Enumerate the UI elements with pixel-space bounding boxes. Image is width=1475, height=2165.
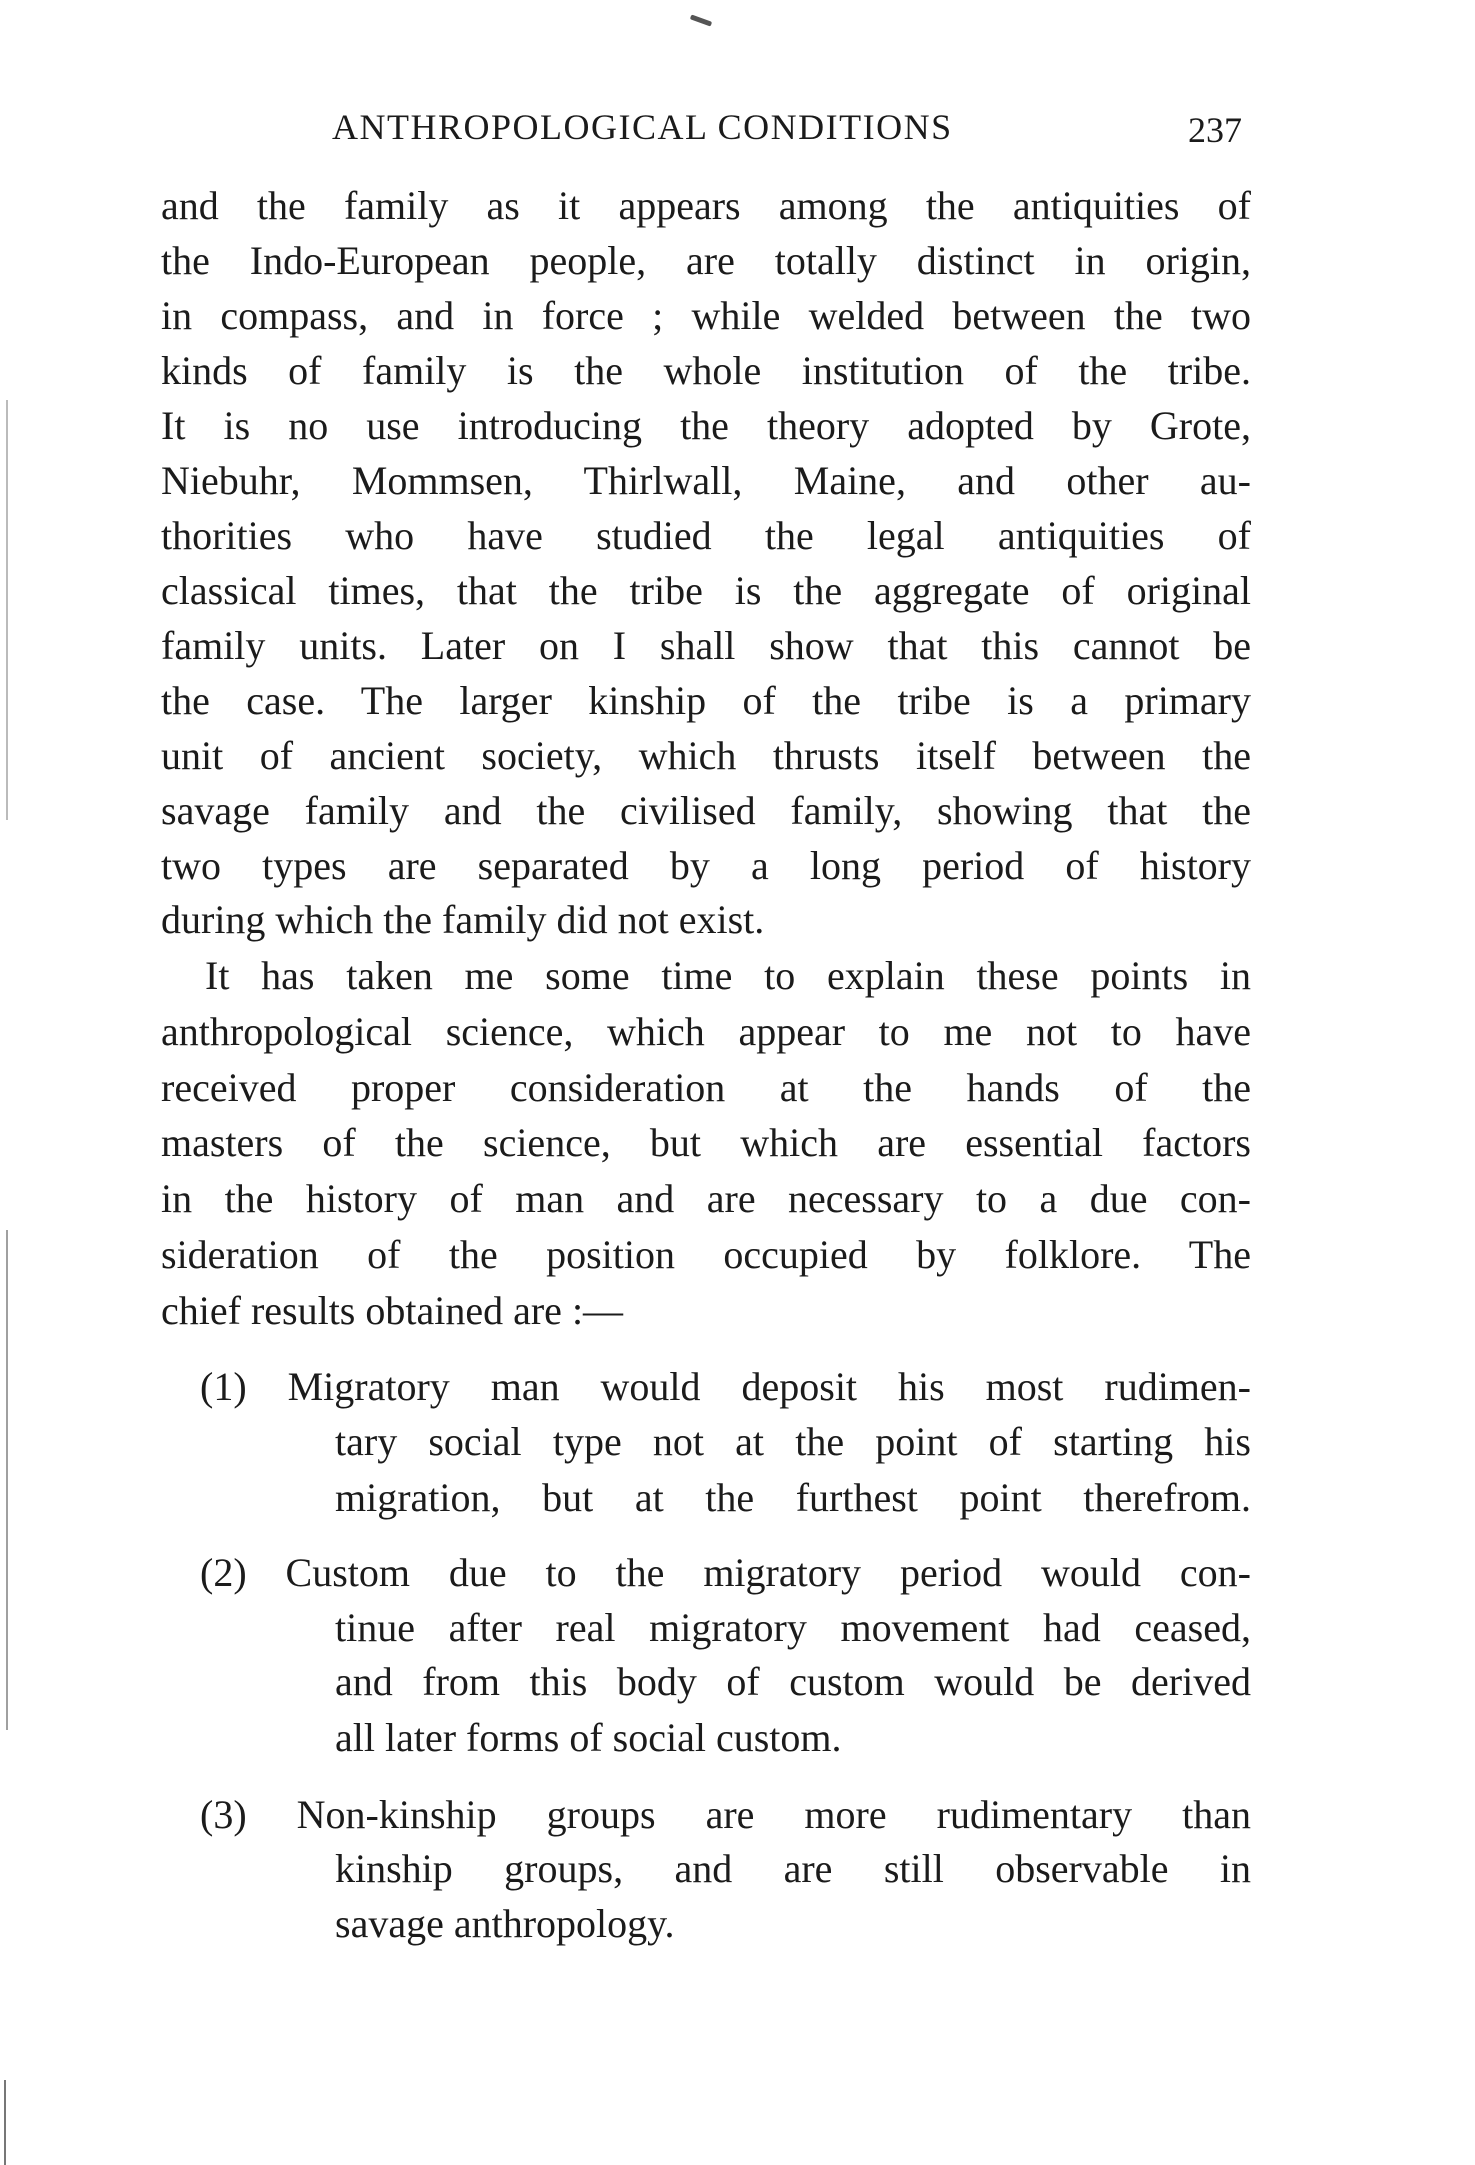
paragraph-line: savage family and the civilised family, showing that the (161, 788, 1251, 833)
paragraph-line: anthropological science, which appear to me not to have (161, 1009, 1251, 1054)
paragraph-line: chief results obtained are :— (161, 1288, 624, 1333)
paragraph-line: masters of the science, but which are essential factors (161, 1120, 1251, 1165)
paragraph-line: in the history of man and are necessary to a due con- (161, 1176, 1251, 1221)
list-item-line: migration, but at the furthest point therefrom. (335, 1475, 1251, 1520)
paragraph-line: and the family as it appears among the antiquities of (161, 183, 1251, 228)
scan-edge-line (6, 400, 8, 820)
paragraph-line: received proper consideration at the hands of the (161, 1065, 1251, 1110)
list-item-line: savage anthropology. (335, 1901, 675, 1946)
paragraph-line: It is no use introducing the theory adopted by Grote, (161, 403, 1251, 448)
paragraph-line: thorities who have studied the legal antiquities of (161, 513, 1251, 558)
list-item-line: and from this body of custom would be derived (335, 1659, 1251, 1704)
paragraph-line: the Indo-European people, are totally distinct in origin, (161, 238, 1251, 283)
paragraph-line: unit of ancient society, which thrusts itself between the (161, 733, 1251, 778)
list-item-line: tary social type not at the point of starting his (335, 1419, 1251, 1464)
scan-speck (690, 14, 712, 26)
paragraph-line: two types are separated by a long period of history (161, 843, 1251, 888)
list-item-line: (2) Custom due to the migratory period would con- (200, 1550, 1251, 1595)
paragraph-line: in compass, and in force ; while welded between the two (161, 293, 1251, 338)
paragraph-line: classical times, that the tribe is the aggregate of original (161, 568, 1251, 613)
paragraph-line: It has taken me some time to explain these points in (205, 953, 1251, 998)
page-number: 237 (1188, 110, 1242, 150)
paragraph-line: during which the family did not exist. (161, 897, 765, 942)
paragraph-line: sideration of the position occupied by folklore. The (161, 1232, 1251, 1277)
list-item-line: tinue after real migratory movement had ceased, (335, 1605, 1251, 1650)
list-item-line: all later forms of social custom. (335, 1715, 842, 1760)
paragraph-line: kinds of family is the whole institution of the tribe. (161, 348, 1251, 393)
paragraph-line: the case. The larger kinship of the tribe is a primary (161, 678, 1251, 723)
paragraph-line: Niebuhr, Mommsen, Thirlwall, Maine, and other au- (161, 458, 1251, 503)
running-header: ANTHROPOLOGICAL CONDITIONS (332, 107, 953, 147)
paragraph-line: family units. Later on I shall show that this cannot be (161, 623, 1251, 668)
scan-edge-line (6, 1230, 8, 1730)
list-item-line: (1) Migratory man would deposit his most rudimen- (200, 1364, 1251, 1409)
list-item-line: (3) Non-kinship groups are more rudimentary than (200, 1792, 1251, 1837)
scan-edge-line (4, 2080, 6, 2165)
list-item-line: kinship groups, and are still observable in (335, 1846, 1251, 1891)
